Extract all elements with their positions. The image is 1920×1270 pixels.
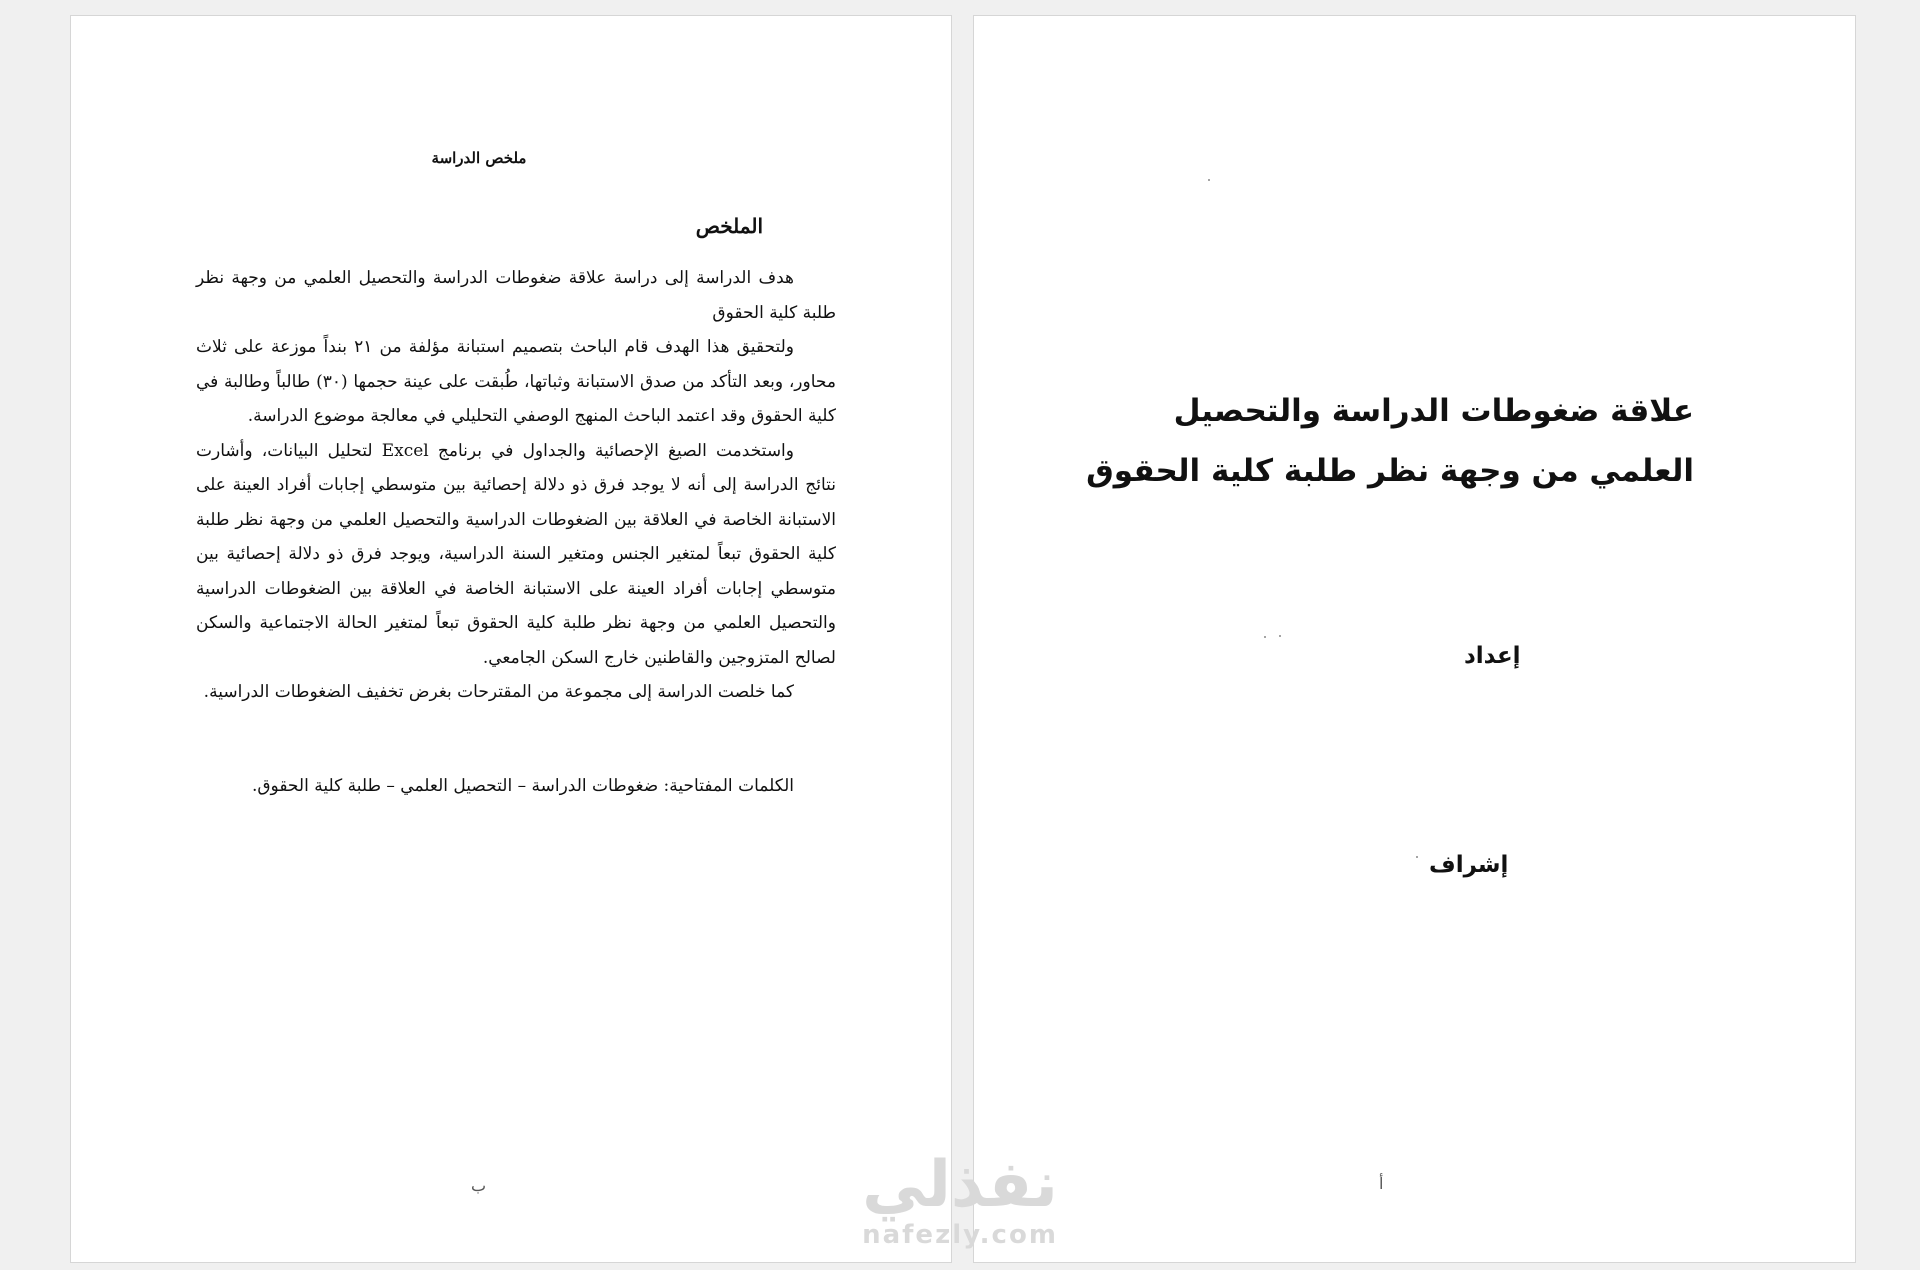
supervised-by-label: إشراف bbox=[1429, 852, 1509, 878]
page-header: ملخص الدراسة bbox=[431, 149, 527, 167]
abstract-paragraph: ولتحقيق هذا الهدف قام الباحث بتصميم استبانة مؤلفة من ٢١ بنداً موزعة على ثلاث محاور، وبعد التأكد من صدق الاستبانة وثباتها، طُبقت على عينة حجمها (٣٠) طالباً وطالبة في كلية الحقوق وقد اعتمد الباحث المنهج الوصفي التحليلي في معالجة موضوع الدراسة. bbox=[196, 337, 836, 426]
title-page bbox=[973, 15, 1856, 1263]
thesis-title: علاقة ضغوطات الدراسة والتحصيل العلمي من وجهة نظر طلبة كلية الحقوق bbox=[1086, 393, 1694, 489]
scan-speck bbox=[1279, 635, 1281, 637]
abstract-paragraph: واستخدمت الصيغ الإحصائية والجداول في برنامج Excel لتحليل البيانات، وأشارت نتائج الدراسة إلى أنه لا يوجد فرق ذو دلالة إحصائية بين متوسطي إجابات أفراد العينة على الاستبانة الخاصة في العلاقة بين الضغوطات الدراسية والتحصيل العلمي من وجهة نظر طلبة كلية الحقوق تبعاً لمتغير الجنس ومتغير السنة الدراسية، ويوجد فرق ذو دلالة إحصائية بين متوسطي إجابات أفراد العينة على الاستبانة الخاصة في العلاقة بين الضغوطات الدراسية والتحصيل العلمي من وجهة نظر طلبة كلية الحقوق تبعاً لمتغير الحالة الاجتماعية والسكن لصالح المتزوجين والقاطنين خارج السكن الجامعي. bbox=[196, 440, 836, 668]
keywords: الكلمات المفتاحية: ضغوطات الدراسة – التحصيل العلمي – طلبة كلية الحقوق. bbox=[251, 776, 794, 796]
abstract-paragraph: هدف الدراسة إلى دراسة علاقة ضغوطات الدراسة والتحصيل العلمي من وجهة نظر طلبة كلية الحقوق bbox=[196, 268, 836, 323]
abstract-body bbox=[196, 261, 836, 710]
watermark-logo: نفذلي bbox=[862, 1148, 1058, 1222]
scan-speck bbox=[1416, 856, 1418, 858]
abstract-page bbox=[70, 15, 952, 1263]
page-number: ب bbox=[471, 1176, 487, 1195]
watermark-url: nafezly.com bbox=[862, 1220, 1058, 1250]
scan-speck bbox=[1208, 179, 1210, 181]
abstract-heading: الملخص bbox=[695, 214, 763, 238]
abstract-paragraph: كما خلصت الدراسة إلى مجموعة من المقترحات بغرض تخفيف الضغوطات الدراسية. bbox=[203, 682, 794, 702]
page-number: أ bbox=[1379, 1174, 1384, 1193]
scan-speck bbox=[1264, 636, 1266, 638]
prepared-by-label: إعداد bbox=[1464, 643, 1521, 669]
